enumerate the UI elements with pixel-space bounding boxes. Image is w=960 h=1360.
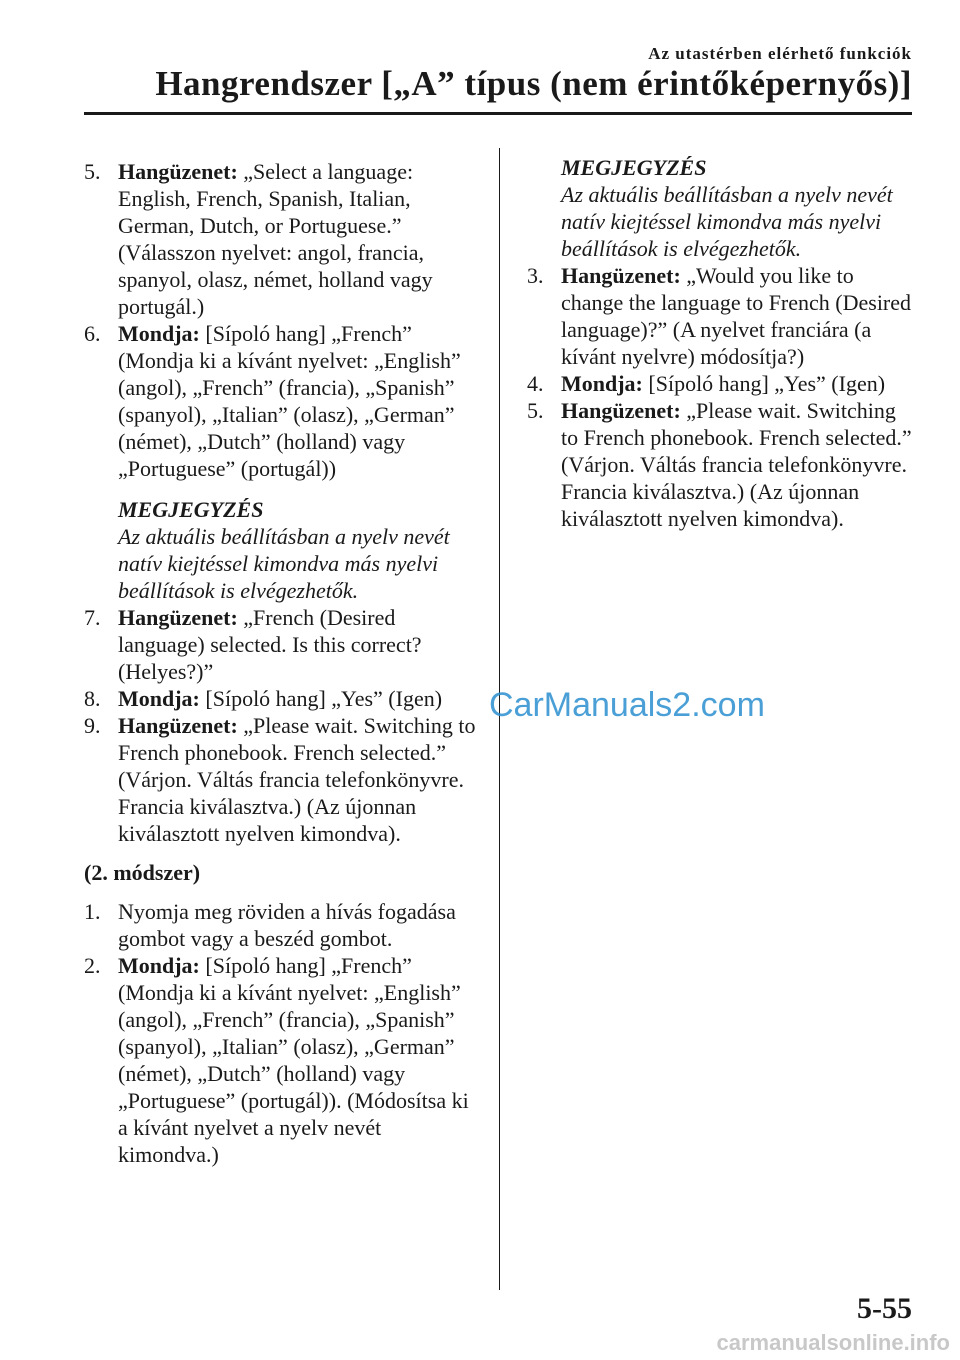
list-item [84, 320, 479, 482]
step-number: 4. [527, 371, 544, 396]
note-text: Az aktuális beállításban a nyelv nevét natív kiejtéssel kimondva más nyelvi beállítások is elvégezhetők. [118, 524, 450, 603]
step-text: [Sípoló hang] „Yes” (Igen) [199, 686, 443, 711]
right-column [527, 154, 912, 532]
list-item [84, 604, 479, 685]
step-label: Mondja: [118, 686, 200, 711]
step-label: Hangüzenet: [561, 398, 681, 423]
step-text: „Select a language: English, French, Spanish, Italian, German, Dutch, or Portuguese.” (Válasszon nyelvet: angol, francia, spanyol, olasz, német, holland vagy portugál.) [118, 159, 433, 319]
step-label: Mondja: [118, 953, 200, 978]
step-label: Hangüzenet: [118, 605, 238, 630]
step-number: 7. [84, 605, 101, 630]
section-heading: (2. módszer) [84, 860, 201, 885]
step-number: 3. [527, 263, 544, 288]
step-text: Nyomja meg röviden a hívás fogadása gombot vagy a beszéd gombot. [118, 899, 456, 951]
step-text: „French (Desired language) selected. Is this correct? (Helyes?)” [118, 605, 422, 684]
step-text: [Sípoló hang] „French” (Mondja ki a kívánt nyelvet: „English” (angol), „French” (francia), „Spanish” (spanyol), „Italian” (olasz), „German” (német), „Dutch” (holland) vagy „Portuguese” (portugál)) [118, 321, 461, 481]
list-item [84, 712, 479, 847]
step-text: [Sípoló hang] „Yes” (Igen) [642, 371, 886, 396]
watermark-link[interactable]: CarManuals2.com [489, 686, 765, 724]
header-rule [84, 112, 912, 115]
step-number: 1. [84, 899, 101, 924]
step-label: Hangüzenet: [118, 159, 238, 184]
step-text: [Sípoló hang] „French” (Mondja ki a kívánt nyelvet: „English” (angol), „French” (francia), „Spanish” (spanyol), „Italian” (olasz), „German” (német), „Dutch” (holland) vagy „Portuguese” (portugál)). (Módosítsa ki a kívánt nyelvet a nyelv nevét kimondva.) [118, 953, 469, 1167]
list-item [84, 685, 479, 712]
step-number: 5. [84, 159, 101, 184]
step-text: „Please wait. Switching to French phonebook. French selected.” (Várjon. Váltás francia telefonkönyvre. Francia kiválasztva.) (Az újonnan kiválasztott nyelven kimondva). [118, 713, 476, 846]
note-title: MEGJEGYZÉS [561, 155, 707, 180]
step-label: Mondja: [118, 321, 200, 346]
note-block [527, 154, 912, 262]
step-number: 9. [84, 713, 101, 738]
step-number: 2. [84, 953, 101, 978]
list-item [84, 952, 479, 1168]
step-label: Hangüzenet: [561, 263, 681, 288]
left-column [84, 158, 479, 1168]
list-item [527, 397, 912, 532]
list-item [84, 898, 479, 952]
list-item [84, 158, 479, 320]
note-text: Az aktuális beállításban a nyelv nevét natív kiejtéssel kimondva más nyelvi beállítások is elvégezhetők. [561, 182, 893, 261]
step-label: Mondja: [561, 371, 643, 396]
list-item [527, 262, 912, 370]
footer-watermark: carmanualsonline.info [716, 1330, 950, 1355]
list-item [527, 370, 912, 397]
step-label: Hangüzenet: [118, 713, 238, 738]
note-block [84, 496, 479, 604]
step-text: „Please wait. Switching to French phonebook. French selected.” (Várjon. Váltás francia telefonkönyvre. Francia kiválasztva.) (Az újonnan kiválasztott nyelven kimondva). [561, 398, 912, 531]
note-title: MEGJEGYZÉS [118, 497, 264, 522]
step-number: 5. [527, 398, 544, 423]
page-header-subtitle: Az utastérben elérhető funkciók [648, 44, 912, 63]
step-number: 6. [84, 321, 101, 346]
step-number: 8. [84, 686, 101, 711]
step-text: „Would you like to change the language to French (Desired language)?” (A nyelvet franciára (a kívánt nyelvre) módosítja?) [561, 263, 912, 369]
page-number: 5-55 [857, 1292, 912, 1325]
page-title: Hangrendszer [„A” típus (nem érintőképernyős)] [155, 64, 912, 103]
